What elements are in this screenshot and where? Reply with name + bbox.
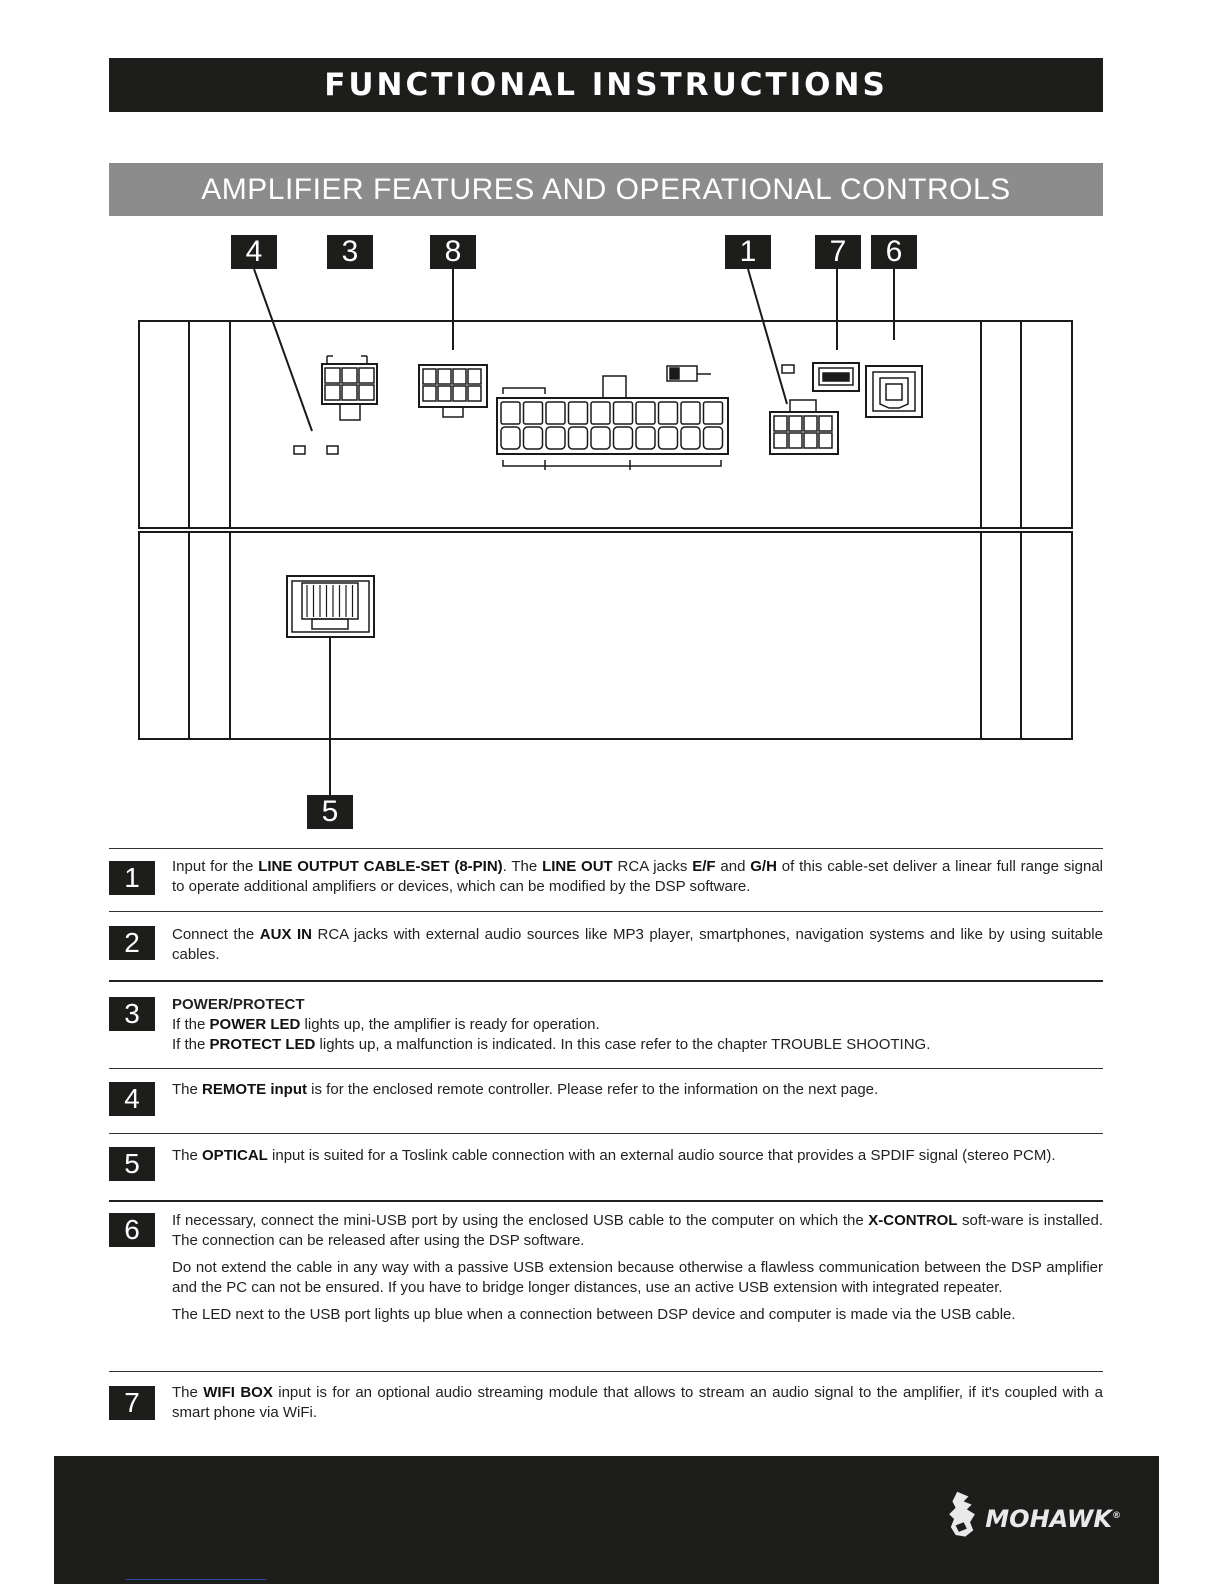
text-run: Input for the	[172, 858, 259, 875]
connector-pin	[636, 427, 655, 449]
text-run: lights up, a malfunction is indicated. In this case refer to the chapter TROUBLE SHOOTING.	[315, 1036, 931, 1053]
connector-pin	[524, 427, 543, 449]
callout-4: 4	[231, 235, 277, 269]
bold-term: REMOTE input	[202, 1081, 308, 1098]
bold-term: WIFI BOX	[203, 1384, 273, 1401]
bold-term: POWER LED	[209, 1016, 301, 1033]
callout-3: 3	[327, 235, 373, 269]
section-title: AMPLIFIER FEATURES AND OPERATIONAL CONTROLS	[201, 172, 1011, 206]
divider	[109, 1068, 1103, 1069]
bold-term: LINE OUT	[542, 858, 613, 875]
mohawk-head-icon	[946, 1484, 981, 1546]
item-text-5	[172, 1146, 1103, 1173]
page-footer	[54, 1456, 1159, 1584]
connector-pin	[591, 402, 610, 424]
bottom-panel	[139, 532, 1072, 739]
connector-pin	[614, 427, 633, 449]
paragraph	[172, 1211, 1103, 1251]
bold-term: LINE OUTPUT CABLE-SET (8-PIN)	[258, 858, 503, 875]
connector-pin	[501, 427, 520, 449]
text-run: The	[172, 1147, 203, 1164]
paragraph	[172, 857, 1103, 897]
connector-pin	[681, 402, 700, 424]
bold-term: AUX IN	[259, 926, 312, 943]
logo-text: MOHAWK	[985, 1505, 1112, 1533]
divider	[109, 1371, 1103, 1372]
item-number-2: 2	[109, 926, 155, 960]
text-run: Connect the	[172, 926, 260, 943]
item-number-1: 1	[109, 861, 155, 895]
text-run: If necessary, connect the mini-USB port by using the enclosed USB cable to the computer on which the	[172, 1212, 869, 1229]
text-run: is for the enclosed remote controller. Please refer to the information on the next page.	[307, 1081, 879, 1098]
item-number-6: 6	[109, 1213, 155, 1247]
text-run: RCA jacks	[612, 858, 693, 875]
connector-pin	[659, 402, 678, 424]
item-text-1	[172, 857, 1103, 904]
text-run: Do not extend the cable in any way with a passive USB extension because otherwise a flawless communication between the DSP amplifier and the PC can not be ensured. If you have to bridge longer distances, use an active USB extension with integrated repeater.	[172, 1259, 1103, 1296]
mini-usb-port	[813, 363, 859, 391]
bold-term: X-CONTROL	[868, 1212, 958, 1229]
divider	[109, 980, 1103, 982]
connector-pin	[614, 402, 633, 424]
line-output-connector	[770, 400, 838, 454]
remote-connector	[322, 356, 377, 420]
item-number-7: 7	[109, 1386, 155, 1420]
text-run: The	[172, 1081, 203, 1098]
callout-5: 5	[307, 795, 353, 829]
item-text-3	[172, 995, 1103, 1055]
item-number-4: 4	[109, 1082, 155, 1116]
optical-port	[287, 576, 374, 637]
text-line	[172, 1035, 1103, 1055]
text-line	[172, 1015, 1103, 1035]
paragraph	[172, 1080, 1103, 1100]
connector-pin	[524, 402, 543, 424]
text-run: input is suited for a Toslink cable connection with an external audio source that provides a SPDIF signal (stereo PCM).	[267, 1147, 1056, 1164]
registered-mark: ®	[1112, 1511, 1121, 1521]
divider	[109, 1200, 1103, 1202]
connector-pin	[569, 427, 588, 449]
item-text-2	[172, 925, 1103, 972]
item-heading: POWER/PROTECT	[172, 996, 305, 1013]
text-run: input is for an optional audio streaming module that allows to stream an audio signal to the amplifier, if it's coupled with a smart phone via WiFi.	[172, 1384, 1104, 1421]
text-run: If the	[172, 1016, 210, 1033]
page-title: FUNCTIONAL INSTRUCTIONS	[324, 67, 888, 103]
paragraph	[172, 925, 1103, 965]
mohawk-logo	[946, 1480, 1121, 1550]
bold-term: PROTECT LED	[209, 1036, 316, 1053]
connector-pin	[704, 402, 723, 424]
text-run: . The	[502, 858, 543, 875]
item-text-4	[172, 1080, 1103, 1107]
callout-6: 6	[871, 235, 917, 269]
item-number-5: 5	[109, 1147, 155, 1181]
item-number-3: 3	[109, 997, 155, 1031]
item-text-6	[172, 1211, 1103, 1332]
text-run: of this cable-set deliver a linear full range signal to operate additional amplifiers or devices, which can be modified by the DSP software.	[172, 858, 1103, 895]
bold-term: E/F	[692, 858, 716, 875]
fuse-symbol	[667, 366, 711, 381]
callout-7: 7	[815, 235, 861, 269]
usb-b-port	[866, 366, 922, 417]
paragraph	[172, 1305, 1103, 1325]
text-run: The LED next to the USB port lights up blue when a connection between DSP device and computer is made via the USB cable.	[172, 1306, 1016, 1323]
main-harness-connector	[497, 376, 728, 470]
power-led	[294, 446, 305, 454]
connector-pin	[546, 427, 565, 449]
connector-pin	[591, 427, 610, 449]
connector-pin	[546, 402, 565, 424]
usb-led	[782, 365, 794, 373]
connector-pin	[636, 402, 655, 424]
connector-pin	[501, 402, 520, 424]
callout-1: 1	[725, 235, 771, 269]
connector-pin	[704, 427, 723, 449]
text-run: lights up, the amplifier is ready for operation.	[300, 1016, 600, 1033]
text-run: soft-ware is installed. The connection can be released after using the DSP software.	[172, 1212, 1103, 1249]
text-run: If the	[172, 1036, 210, 1053]
item-text-7	[172, 1383, 1103, 1430]
connector-pin	[681, 427, 700, 449]
callout-8: 8	[430, 235, 476, 269]
paragraph	[172, 1258, 1103, 1298]
paragraph	[172, 1383, 1103, 1423]
logo-wordmark	[985, 1505, 1121, 1533]
divider	[109, 911, 1103, 912]
footer-underline	[126, 1579, 266, 1580]
text-run: and	[715, 858, 751, 875]
divider	[109, 1133, 1103, 1134]
bold-term: G/H	[750, 858, 777, 875]
divider	[109, 848, 1103, 849]
paragraph	[172, 1146, 1103, 1166]
connector-pin	[569, 402, 588, 424]
bold-term: OPTICAL	[202, 1147, 268, 1164]
text-run: The	[172, 1384, 204, 1401]
protect-led	[327, 446, 338, 454]
connector-pin	[659, 427, 678, 449]
text-run: RCA jacks with external audio sources like MP3 player, smartphones, navigation systems and like by using suitable cables.	[172, 926, 1103, 963]
wifi-box-connector	[419, 365, 487, 417]
